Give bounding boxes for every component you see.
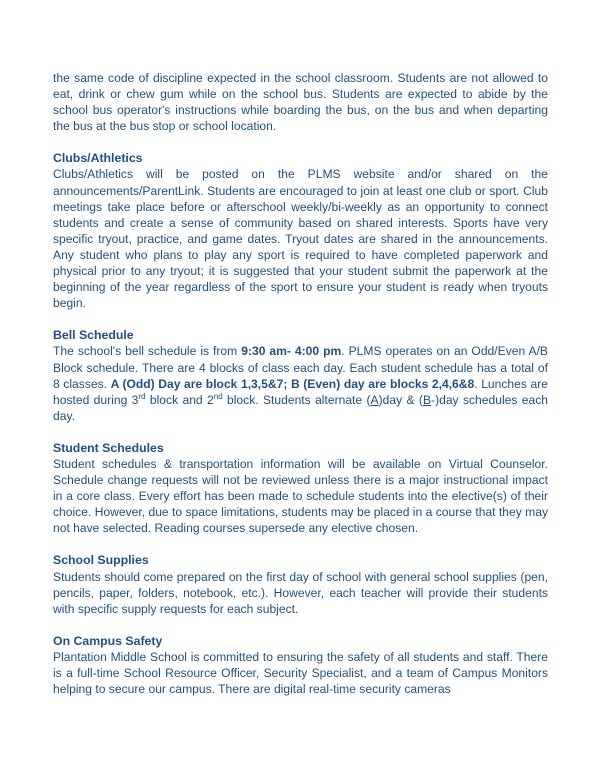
- bell-underline-b: B: [422, 392, 432, 407]
- bell-hours: 9:30 am- 4:00 pm: [241, 344, 342, 359]
- bell-sup-rd: rd: [138, 391, 146, 401]
- intro-paragraph: the same code of discipline expected in the school classroom. Students are not allowed to eat, drink or chew gum while on the school bus. Students are expected to abide by the school bus operator's instructions while boarding the bus, on the bus and when departing the bus at the bus stop or school location.: [53, 71, 548, 134]
- bell-schedule-section: [53, 327, 548, 424]
- bell-text-7: -)day schedules each day.: [53, 392, 549, 423]
- campus-safety-heading: On Campus Safety: [53, 633, 163, 648]
- bell-underline-a: A: [370, 392, 379, 407]
- bell-schedule-heading: Bell Schedule: [53, 328, 134, 343]
- bell-sup-nd: nd: [213, 391, 223, 401]
- student-schedules-paragraph: Student schedules & transportation information will be available on Virtual Counselor. Schedule change requests will not be reviewed unless there is a major instructional impact in a core class. Every effort has been made to schedule students into the elective(s) of their choice. However, due to space limitations, students may be placed in a course that they may not have selected. Reading courses supersede any elective chosen.: [53, 456, 548, 536]
- school-supplies-paragraph: Students should come prepared on the first day of school with general school supplies (pen, pencils, paper, folders, notebook, etc.). However, each teacher will provide their students with specific supply requests for each subject.: [53, 569, 548, 616]
- clubs-athletics-heading: Clubs/Athletics: [53, 151, 143, 166]
- student-schedules-section: [53, 440, 548, 537]
- bell-text-1: The school's bell schedule is from: [53, 344, 242, 359]
- bell-block-days: A (Odd) Day are block 1,3,5&7; B (Even) day are blocks 2,4,6&8: [110, 376, 475, 391]
- campus-safety-paragraph: Plantation Middle School is committed to ensuring the safety of all students and staff. There is a full-time School Resource Officer, Security Specialist, and a team of Campus Monitors helping to secure our campus. There are digital real-time security cameras: [53, 649, 548, 697]
- school-supplies-section: [53, 552, 548, 616]
- clubs-athletics-paragraph: Clubs/Athletics will be posted on the PLMS website and/or shared on the announcements/ParentLink. Students are encouraged to join at least one club or sport. Club meetings take place before or afterschool weekly/bi-weekly as an opportunity to connect students and create a sense of community based on shared interests. Sports have very specific tryout, practice, and game dates. Tryout dates are shared in the announcements. Any student who plans to play any sport is required to have completed paperwork and physical prior to any tryout; it is suggested that your student submit the paperwork at the beginning of the year regardless of the sport to ensure your student is ready when tryouts begin.: [53, 167, 548, 311]
- bell-schedule-paragraph: [53, 343, 548, 423]
- bell-text-3: . Lunches are hosted during 3: [53, 376, 548, 407]
- bell-text-5: block. Students alternate (: [222, 392, 371, 407]
- bell-text-4: block and 2: [145, 392, 214, 407]
- bell-text-2: . PLMS operates on an Odd/Even A/B Block schedule. There are 4 blocks of class each day. Each student schedule has a total of 8 classes.: [53, 344, 549, 391]
- school-supplies-heading: School Supplies: [53, 553, 149, 568]
- bell-text-6: )day & (: [378, 392, 423, 407]
- campus-safety-section: [53, 633, 548, 697]
- clubs-athletics-section: [53, 150, 548, 311]
- intro-section: [53, 70, 548, 134]
- student-schedules-heading: Student Schedules: [53, 440, 164, 455]
